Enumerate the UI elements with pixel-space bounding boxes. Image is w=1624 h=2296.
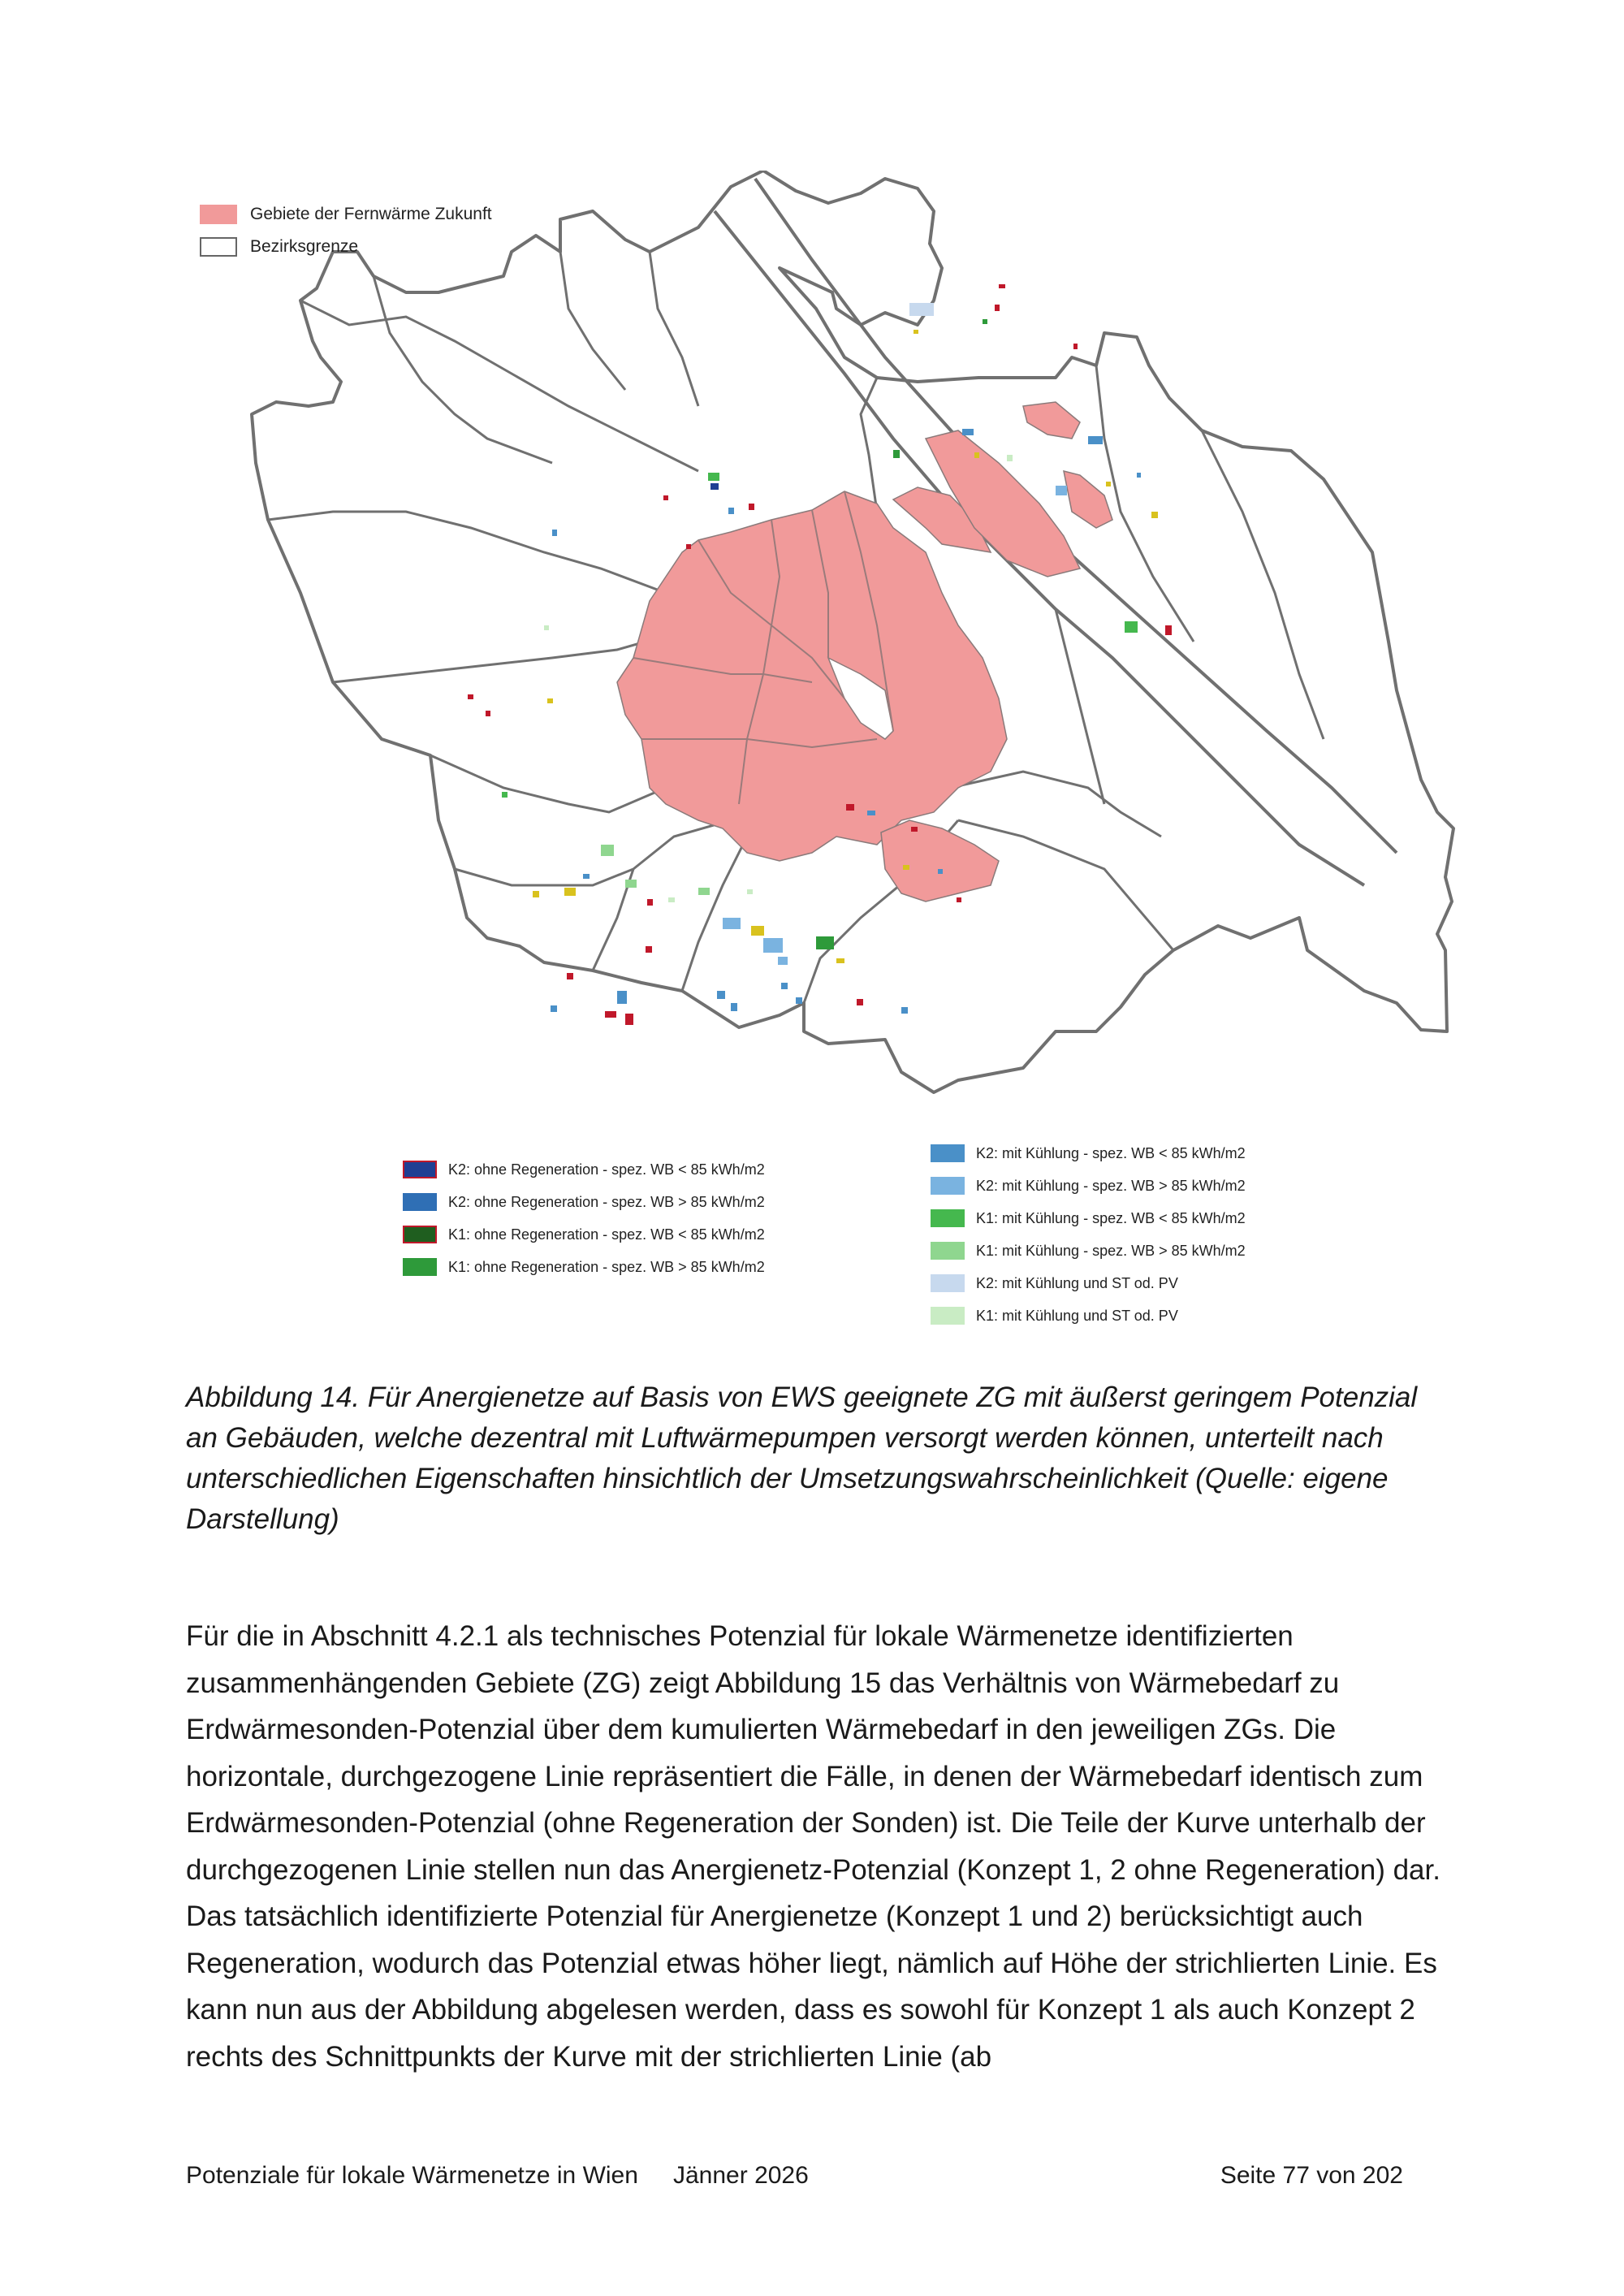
legend-item — [200, 198, 492, 231]
zg-area — [647, 899, 653, 906]
zg-area — [846, 804, 854, 811]
zg-area — [625, 1014, 633, 1025]
zg-area — [547, 698, 553, 703]
vienna-map — [244, 171, 1462, 1105]
zg-area — [564, 888, 576, 896]
body-paragraph: Für die in Abschnitt 4.2.1 als technisches Potenzial für lokale Wärmenetze identifizierten zusammenhängenden Gebiete (ZG) zeigt Abbildung 15 das Verhältnis von Wärmebedarf zu Erdwärmesonden-Potenzial über dem kumulierten Wärmebedarf in den jeweiligen ZGs. Die horizontale, durchgezogene Linie repräsentiert die Fälle, in denen der Wärmebedarf identisch zum Erdwärmesonden-Potenzial (ohne Regeneration der Sonden) ist. Die Teile der Kurve unterhalb der durchgezogenen Linie stellen nun das Anergienetz-Potenzial (Konzept 1, 2 ohne Regeneration) dar. Das tatsächlich identifizierte Potenzial für Anergienetze (Konzept 1 und 2) berücksichtigt auch Regeneration, wodurch das Potenzial etwas höher liegt, nämlich auf Höhe der strichlierten Linie. Es kann nun aus der Abbildung abgelesen werden, dass es sowohl für Konzept 1 als auch Konzept 2 rechts des Schnittpunkts der Kurve mit der strichlierten Linie (ab — [186, 1620, 1440, 2073]
footer-title: Potenziale für lokale Wärmenetze in Wien — [186, 2162, 638, 2189]
legend-item — [200, 231, 492, 263]
legend-swatch — [931, 1144, 965, 1162]
legend-item — [403, 1153, 765, 1186]
legend-swatch — [931, 1307, 965, 1325]
zg-area — [1151, 512, 1158, 518]
zg-area — [1106, 482, 1111, 486]
zg-area — [567, 973, 573, 979]
zg-area — [708, 473, 719, 481]
zg-area — [1073, 344, 1078, 349]
zg-area — [747, 889, 753, 894]
map-legend-right — [931, 1137, 1246, 1332]
legend-item — [403, 1251, 765, 1283]
zg-area — [625, 880, 637, 888]
legend-swatch — [403, 1226, 437, 1243]
zg-area — [617, 991, 627, 1004]
zg-area — [914, 330, 918, 334]
zg-area — [901, 1007, 908, 1014]
zg-area — [857, 999, 863, 1005]
legend-label: K2: mit Kühlung und ST od. PV — [976, 1274, 1178, 1291]
zg-area — [911, 827, 918, 832]
zg-area — [781, 983, 788, 989]
zg-area — [974, 452, 979, 458]
zg-area — [686, 544, 691, 549]
zg-area — [668, 897, 675, 902]
zg-area — [909, 303, 934, 316]
zg-area — [893, 450, 900, 458]
zg-area — [957, 897, 961, 902]
zg-area — [646, 946, 652, 953]
zg-area — [763, 938, 783, 953]
zg-area — [938, 869, 943, 874]
zg-area — [710, 483, 719, 490]
legend-label: Bezirksgrenze — [250, 237, 359, 256]
legend-item — [931, 1202, 1246, 1234]
zg-area — [533, 891, 539, 897]
zg-area — [995, 305, 1000, 311]
footer-page-number: Seite 77 von 202 — [1220, 2162, 1403, 2189]
zg-area — [749, 504, 754, 510]
legend-item — [931, 1234, 1246, 1267]
zg-area — [605, 1011, 616, 1018]
legend-label: K2: ohne Regeneration - spez. WB > 85 kWh/m2 — [448, 1193, 765, 1210]
legend-item — [931, 1137, 1246, 1170]
zg-area — [816, 936, 834, 949]
legend-item — [403, 1186, 765, 1218]
zg-area — [796, 997, 802, 1004]
legend-label: K2: mit Kühlung - spez. WB > 85 kWh/m2 — [976, 1177, 1246, 1194]
zg-area — [999, 284, 1005, 288]
footer-date: Jänner 2026 — [673, 2162, 809, 2189]
legend-swatch-bezirksgrenze — [200, 237, 237, 257]
zg-area — [663, 495, 668, 500]
legend-swatch-fernwaerme — [200, 205, 237, 224]
zg-area — [1007, 455, 1013, 461]
legend-label: K2: mit Kühlung - spez. WB < 85 kWh/m2 — [976, 1144, 1246, 1161]
zg-area — [502, 792, 508, 798]
zg-area — [867, 811, 875, 815]
legend-swatch — [403, 1193, 437, 1211]
zg-area — [601, 845, 614, 856]
legend-label: K1: mit Kühlung und ST od. PV — [976, 1307, 1178, 1324]
zg-area — [551, 1005, 557, 1012]
figure-caption: Abbildung 14. Für Anergienetze auf Basis von EWS geeignete ZG mit äußerst geringem Potenzial an Gebäuden, welche dezentral mit Luftwärmepumpen versorgt werden können, unterteilt nach unterschiedlichen Eigenschaften hinsichtlich der Umsetzungswahrscheinlichkeit (Quelle: eigene Darstellung) — [186, 1381, 1418, 1535]
legend-swatch — [931, 1274, 965, 1292]
legend-label: Gebiete der Fernwärme Zukunft — [250, 205, 492, 223]
zg-area — [552, 530, 557, 536]
zg-area — [751, 926, 764, 936]
legend-swatch — [931, 1209, 965, 1227]
zg-area — [836, 958, 844, 963]
legend-swatch — [403, 1258, 437, 1276]
zg-area — [1056, 486, 1067, 495]
zg-area — [903, 865, 909, 870]
legend-item — [931, 1299, 1246, 1332]
zg-area — [962, 429, 974, 435]
zg-area — [717, 991, 725, 999]
zg-area — [1125, 621, 1138, 633]
zg-area — [486, 711, 490, 716]
map-legend-left — [403, 1153, 765, 1283]
zg-area — [1088, 436, 1103, 444]
legend-label: K1: ohne Regeneration - spez. WB < 85 kWh/m2 — [448, 1226, 765, 1243]
zg-area — [983, 319, 987, 324]
legend-label: K1: mit Kühlung - spez. WB > 85 kWh/m2 — [976, 1242, 1246, 1259]
zg-area — [728, 508, 734, 514]
zg-area — [1137, 473, 1141, 478]
zg-area — [723, 918, 741, 929]
legend-item — [403, 1218, 765, 1251]
legend-label: K2: ohne Regeneration - spez. WB < 85 kWh/m2 — [448, 1161, 765, 1178]
legend-swatch — [403, 1161, 437, 1178]
zg-area — [731, 1003, 737, 1011]
map-legend-top — [200, 198, 492, 263]
zg-area — [468, 694, 473, 699]
zg-area — [698, 888, 710, 895]
zg-area — [544, 625, 549, 630]
legend-item — [931, 1267, 1246, 1299]
body-text — [186, 1613, 1453, 2080]
legend-label: K1: mit Kühlung - spez. WB < 85 kWh/m2 — [976, 1209, 1246, 1226]
zg-area — [583, 874, 590, 879]
zg-area — [1165, 625, 1172, 635]
legend-label: K1: ohne Regeneration - spez. WB > 85 kWh/m2 — [448, 1258, 765, 1275]
zg-area — [778, 957, 788, 965]
legend-swatch — [931, 1177, 965, 1195]
legend-swatch — [931, 1242, 965, 1260]
legend-item — [931, 1170, 1246, 1202]
